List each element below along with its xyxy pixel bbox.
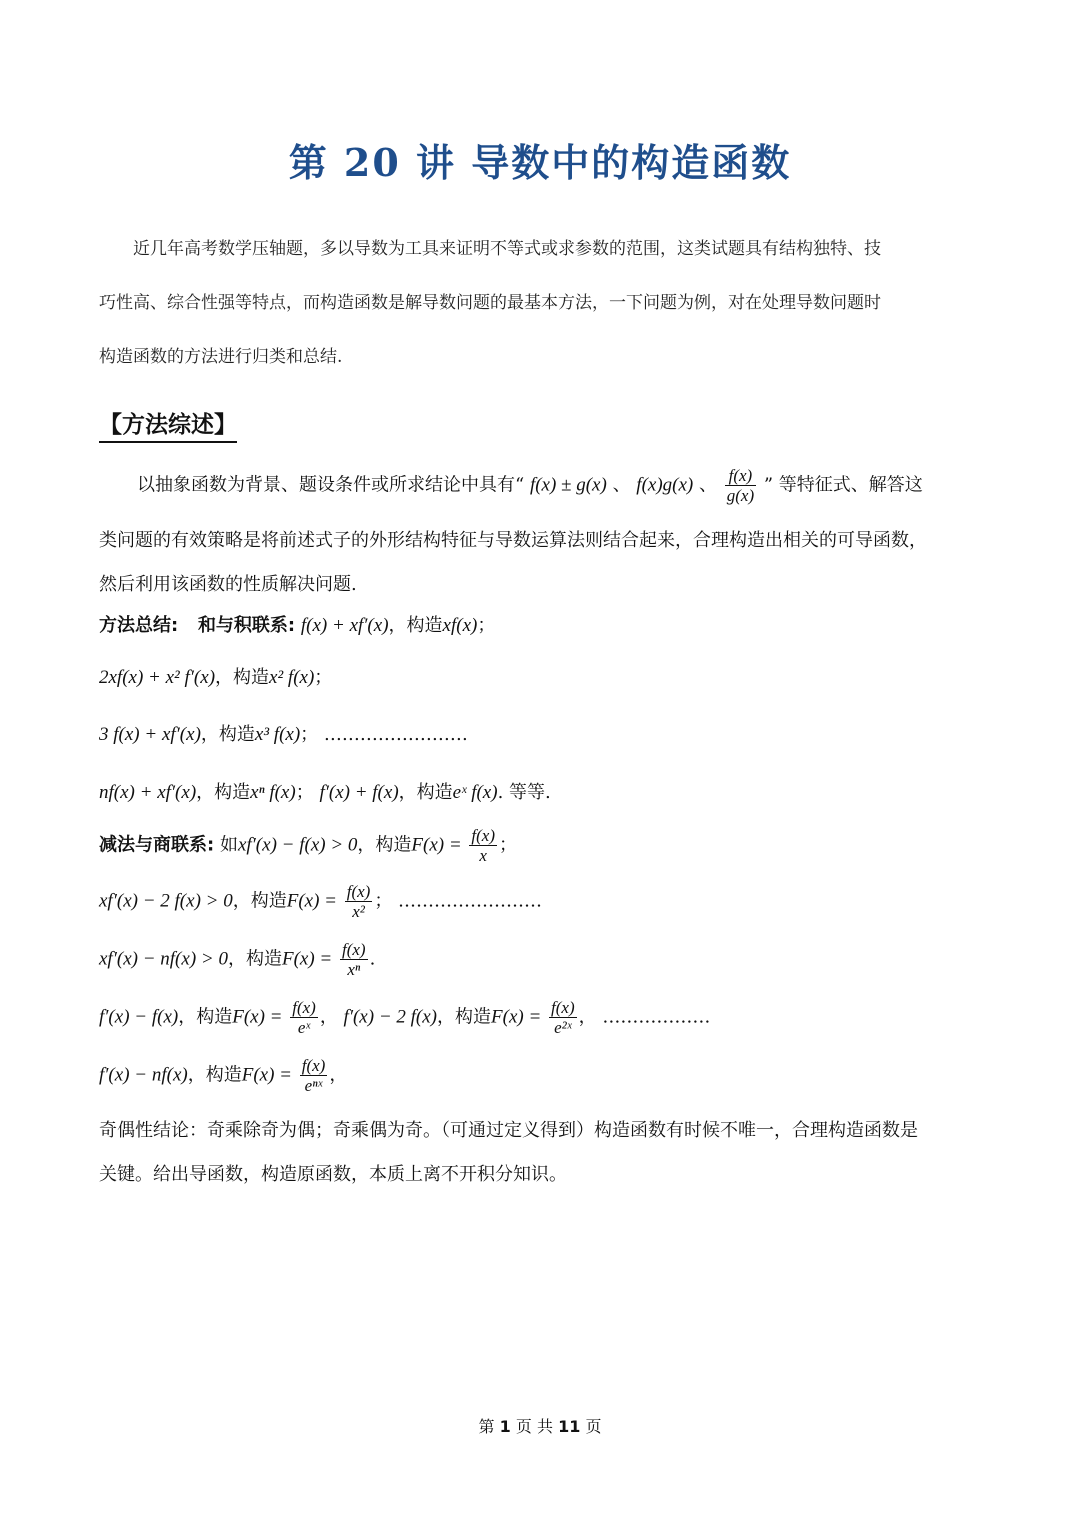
- intro-line-1: 近几年高考数学压轴题，多以导数为工具来证明不等式或求参数的范围，这类试题具有结构独特、技: [133, 239, 881, 259]
- text: ；: [295, 782, 314, 803]
- text: ；: [314, 667, 333, 688]
- formula: f(x) + xf′(x): [300, 615, 389, 636]
- intro-line-2: 巧性高、综合性强等特点，而构造函数是解导数问题的最基本方法，一下问题为例，对在处理导数问题时: [99, 293, 881, 313]
- quotient-row-2: [99, 882, 542, 921]
- formula: f′(x) − f(x): [99, 1006, 179, 1028]
- formula: xf′(x) − nf(x) > 0: [99, 948, 228, 970]
- text: ；: [477, 615, 496, 636]
- fraction-denominator: x²: [352, 902, 365, 921]
- text: ，: [329, 1064, 348, 1086]
- fraction: [340, 940, 368, 979]
- formula: f′(x) − 2 f(x): [343, 1006, 438, 1028]
- method-row-4: [99, 778, 551, 804]
- separator: 、: [612, 474, 631, 496]
- parity-line-2: 关键。给出导函数，构造原函数，本质上离不开积分知识。: [99, 1164, 567, 1185]
- fraction-numerator: f(x): [301, 1056, 326, 1075]
- fraction: [725, 466, 756, 505]
- text: ； ……………………: [374, 890, 543, 912]
- current-page-number: 1: [499, 1417, 511, 1436]
- text: ，构造: [227, 948, 282, 970]
- text: 如: [219, 834, 238, 856]
- text: ，构造: [388, 615, 443, 636]
- formula: f(x) ± g(x): [529, 474, 607, 496]
- fraction-numerator: f(x): [346, 882, 371, 901]
- intro-line-3: 构造函数的方法进行归类和总结.: [99, 347, 343, 367]
- text: ； ……………………: [300, 724, 468, 745]
- formula: xⁿ f(x): [250, 782, 296, 803]
- text: ，构造: [215, 667, 270, 688]
- method-row-3: [99, 720, 468, 746]
- formula: F(x) =: [286, 890, 337, 912]
- text: .: [369, 948, 376, 970]
- formula: xf′(x) − 2 f(x) > 0: [99, 890, 233, 912]
- page-title: 第 20 讲 导数中的构造函数: [288, 140, 792, 185]
- formula: xf(x): [442, 615, 478, 636]
- formula: F(x) =: [241, 1064, 292, 1086]
- text: ，构造: [232, 890, 287, 912]
- total-page-number: 11: [558, 1417, 581, 1436]
- quotient-row-3: [99, 940, 375, 979]
- formula: f(x)g(x): [636, 474, 694, 496]
- formula: nf(x) + xf′(x): [99, 782, 197, 803]
- text: ，: [319, 1006, 338, 1028]
- fraction: [300, 1056, 328, 1095]
- fraction-denominator: e²ˣ: [554, 1018, 572, 1037]
- summary-text: 以抽象函数为背景、题设条件或所求结论中具有“: [137, 474, 525, 496]
- fraction-denominator: x: [479, 846, 487, 865]
- summary-line-1: [137, 466, 923, 505]
- formula: x² f(x): [269, 667, 315, 688]
- quotient-row-4: [99, 998, 710, 1037]
- sum-product-label: 和与积联系:: [197, 615, 296, 636]
- quotient-row-1: [99, 826, 517, 865]
- fraction-denominator: eˣ: [297, 1018, 311, 1037]
- text: ；: [499, 834, 517, 856]
- method-label: 方法总结:: [99, 615, 179, 636]
- text: ， ………………: [578, 1006, 711, 1028]
- footer-text: 页 共: [515, 1417, 553, 1436]
- text: ，构造: [196, 782, 251, 803]
- fraction: [469, 826, 497, 865]
- text: ，构造: [437, 1006, 492, 1028]
- formula: F(x) =: [491, 1006, 542, 1028]
- section-heading: 【方法综述】: [99, 410, 237, 443]
- fraction-numerator: f(x): [551, 998, 575, 1017]
- formula: F(x) =: [411, 834, 462, 856]
- formula: x³ f(x): [254, 724, 301, 745]
- fraction: [345, 882, 373, 921]
- formula: 2xf(x) + x² f′(x): [99, 667, 216, 688]
- text: ，构造: [357, 834, 412, 856]
- quotient-label: 减法与商联系:: [99, 834, 215, 856]
- fraction-denominator: g(x): [726, 486, 755, 505]
- formula: xf′(x) − f(x) > 0: [237, 834, 358, 856]
- formula: f′(x) + f(x): [319, 782, 399, 803]
- fraction: [290, 998, 318, 1037]
- intro-paragraph: [99, 222, 984, 384]
- fraction-denominator: xⁿ: [347, 960, 361, 979]
- parity-line-1: 奇偶性结论：奇乘除奇为偶；奇乘偶为奇。（可通过定义得到）构造函数有时候不唯一，合理构造函数是: [99, 1120, 918, 1141]
- fraction-numerator: f(x): [292, 998, 316, 1017]
- formula: F(x) =: [232, 1006, 283, 1028]
- formula: F(x) =: [281, 948, 333, 970]
- formula: f′(x) − nf(x): [99, 1064, 188, 1086]
- summary-line-2: 类问题的有效策略是将前述式子的外形结构特征与导数运算法则结合起来，合理构造出相关的可导函数，: [99, 530, 927, 551]
- text: . 等等.: [497, 782, 551, 803]
- fraction-numerator: f(x): [725, 466, 756, 486]
- method-row-1: [99, 611, 495, 637]
- text: ，构造: [178, 1006, 233, 1028]
- footer-text: 第: [478, 1417, 495, 1436]
- method-row-2: [99, 663, 332, 689]
- text: ，构造: [187, 1064, 242, 1086]
- fraction-numerator: f(x): [341, 940, 366, 959]
- fraction: [549, 998, 577, 1037]
- footer-text: 页: [585, 1417, 602, 1436]
- text: ，构造: [398, 782, 453, 803]
- summary-line-3: 然后利用该函数的性质解决问题.: [99, 574, 357, 595]
- quotient-row-5: [99, 1056, 347, 1095]
- formula: 3 f(x) + xf′(x): [99, 724, 201, 745]
- separator: 、: [699, 474, 717, 496]
- page-footer: [0, 1414, 1080, 1437]
- fraction-numerator: f(x): [471, 826, 495, 845]
- fraction-denominator: eⁿˣ: [304, 1076, 323, 1095]
- formula: eˣ f(x): [452, 782, 498, 803]
- text: ，构造: [200, 724, 255, 745]
- summary-text: ” 等特征式、解答这: [763, 474, 923, 496]
